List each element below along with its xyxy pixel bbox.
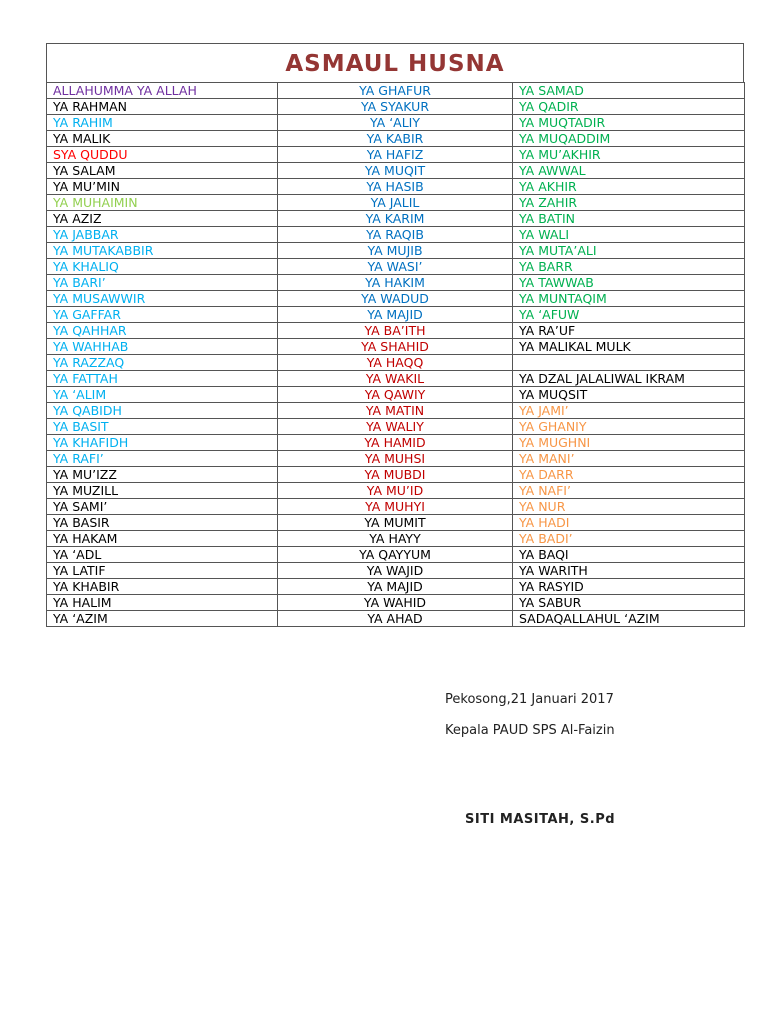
name-cell: YA FATTAH xyxy=(47,371,278,387)
table-row xyxy=(47,227,745,243)
table-row xyxy=(47,99,745,115)
name-cell: YA AHAD xyxy=(278,611,513,627)
signature-place-date: Pekosong,21 Januari 2017 xyxy=(445,692,614,707)
name-cell: YA MUZILL xyxy=(47,483,278,499)
page-title: ASMAUL HUSNA xyxy=(285,51,505,77)
name-cell: YA RA’UF xyxy=(513,323,745,339)
name-cell: YA SAMAD xyxy=(513,83,745,99)
name-cell: YA HALIM xyxy=(47,595,278,611)
name-cell: YA WADUD xyxy=(278,291,513,307)
name-cell: YA JALIL xyxy=(278,195,513,211)
names-table xyxy=(46,82,745,627)
table-row xyxy=(47,371,745,387)
name-cell: YA QAHHAR xyxy=(47,323,278,339)
table-row xyxy=(47,243,745,259)
table-row xyxy=(47,179,745,195)
table-row xyxy=(47,275,745,291)
name-cell: YA GHANIY xyxy=(513,419,745,435)
table-row xyxy=(47,451,745,467)
name-cell: YA WAHID xyxy=(278,595,513,611)
asmaul-husna-sheet xyxy=(46,43,744,627)
name-cell: YA MU’IZZ xyxy=(47,467,278,483)
name-cell: YA MU’MIN xyxy=(47,179,278,195)
name-cell: YA WAKIL xyxy=(278,371,513,387)
name-cell: YA RASYID xyxy=(513,579,745,595)
name-cell: YA RAZZAQ xyxy=(47,355,278,371)
name-cell: YA DZAL JALALIWAL IKRAM xyxy=(513,371,745,387)
name-cell: YA KABIR xyxy=(278,131,513,147)
title-cell xyxy=(46,43,744,82)
table-row xyxy=(47,211,745,227)
table-row xyxy=(47,147,745,163)
name-cell: YA DARR xyxy=(513,467,745,483)
name-cell: YA WARITH xyxy=(513,563,745,579)
name-cell: YA QAYYUM xyxy=(278,547,513,563)
name-cell: YA HASIB xyxy=(278,179,513,195)
name-cell: YA MANI’ xyxy=(513,451,745,467)
table-row xyxy=(47,131,745,147)
name-cell: YA NAFI’ xyxy=(513,483,745,499)
name-cell: YA MUHYI xyxy=(278,499,513,515)
table-row xyxy=(47,323,745,339)
name-cell: YA HAQQ xyxy=(278,355,513,371)
name-cell: YA ‘AZIM xyxy=(47,611,278,627)
table-row xyxy=(47,499,745,515)
name-cell: YA ‘AFUW xyxy=(513,307,745,323)
name-cell: YA WAHHAB xyxy=(47,339,278,355)
table-row xyxy=(47,419,745,435)
name-cell: YA KHABIR xyxy=(47,579,278,595)
name-cell: YA WALI xyxy=(513,227,745,243)
name-cell: YA HAMID xyxy=(278,435,513,451)
name-cell: YA MATIN xyxy=(278,403,513,419)
name-cell: YA KHALIQ xyxy=(47,259,278,275)
table-row xyxy=(47,339,745,355)
name-cell: YA MUQIT xyxy=(278,163,513,179)
name-cell: YA RAFI’ xyxy=(47,451,278,467)
name-cell: YA MAJID xyxy=(278,579,513,595)
name-cell: YA BASIR xyxy=(47,515,278,531)
name-cell: YA MUHSI xyxy=(278,451,513,467)
name-cell: YA QABIDH xyxy=(47,403,278,419)
table-row xyxy=(47,195,745,211)
name-cell: YA KARIM xyxy=(278,211,513,227)
name-cell: YA NUR xyxy=(513,499,745,515)
name-cell: YA MUMIT xyxy=(278,515,513,531)
name-cell: YA SYAKUR xyxy=(278,99,513,115)
name-cell: YA BA’ITH xyxy=(278,323,513,339)
table-row xyxy=(47,307,745,323)
name-cell: YA AZIZ xyxy=(47,211,278,227)
signature-role: Kepala PAUD SPS Al-Faizin xyxy=(445,723,615,738)
name-cell: YA HAKIM xyxy=(278,275,513,291)
name-cell: YA MUQADDIM xyxy=(513,131,745,147)
name-cell: YA BAQI xyxy=(513,547,745,563)
name-cell: YA BARR xyxy=(513,259,745,275)
name-cell: YA MUSAWWIR xyxy=(47,291,278,307)
table-row xyxy=(47,387,745,403)
table-row xyxy=(47,259,745,275)
name-cell: SADAQALLAHUL ‘AZIM xyxy=(513,611,745,627)
name-cell: YA BASIT xyxy=(47,419,278,435)
table-row xyxy=(47,531,745,547)
table-row xyxy=(47,435,745,451)
name-cell: YA ‘ALIY xyxy=(278,115,513,131)
name-cell: YA BATIN xyxy=(513,211,745,227)
name-cell: YA HAKAM xyxy=(47,531,278,547)
table-row xyxy=(47,115,745,131)
name-cell: YA MUQSIT xyxy=(513,387,745,403)
table-row xyxy=(47,355,745,371)
table-row xyxy=(47,547,745,563)
name-cell: YA JAMI’ xyxy=(513,403,745,419)
name-cell: YA MUQTADIR xyxy=(513,115,745,131)
name-cell: YA GAFFAR xyxy=(47,307,278,323)
name-cell: YA ZAHIR xyxy=(513,195,745,211)
name-cell: YA HAFIZ xyxy=(278,147,513,163)
name-cell xyxy=(513,355,745,371)
name-cell: YA QADIR xyxy=(513,99,745,115)
name-cell: YA QAWIY xyxy=(278,387,513,403)
table-row xyxy=(47,563,745,579)
name-cell: YA AKHIR xyxy=(513,179,745,195)
table-row xyxy=(47,163,745,179)
name-cell: YA MALIKAL MULK xyxy=(513,339,745,355)
name-cell: YA BARI’ xyxy=(47,275,278,291)
name-cell: YA MUTA’ALI xyxy=(513,243,745,259)
name-cell: YA MU’ID xyxy=(278,483,513,499)
name-cell: YA AWWAL xyxy=(513,163,745,179)
table-row xyxy=(47,579,745,595)
name-cell: YA MUBDI xyxy=(278,467,513,483)
name-cell: YA MAJID xyxy=(278,307,513,323)
table-row xyxy=(47,83,745,99)
name-cell: YA WAJID xyxy=(278,563,513,579)
name-cell: YA RAHMAN xyxy=(47,99,278,115)
name-cell: YA RAHIM xyxy=(47,115,278,131)
name-cell: YA WALIY xyxy=(278,419,513,435)
name-cell: YA MUJIB xyxy=(278,243,513,259)
name-cell: YA SABUR xyxy=(513,595,745,611)
table-row xyxy=(47,611,745,627)
name-cell: YA JABBAR xyxy=(47,227,278,243)
name-cell: YA TAWWAB xyxy=(513,275,745,291)
name-cell: YA HADI xyxy=(513,515,745,531)
table-row xyxy=(47,403,745,419)
name-cell: YA MUGHNI xyxy=(513,435,745,451)
name-cell: SYA QUDDU xyxy=(47,147,278,163)
name-cell: YA WASI’ xyxy=(278,259,513,275)
name-cell: YA SAMI’ xyxy=(47,499,278,515)
name-cell: YA MUNTAQIM xyxy=(513,291,745,307)
name-cell: YA MU’AKHIR xyxy=(513,147,745,163)
name-cell: YA RAQIB xyxy=(278,227,513,243)
name-cell: YA SHAHID xyxy=(278,339,513,355)
name-cell: YA ‘ALIM xyxy=(47,387,278,403)
names-table-body xyxy=(47,83,745,627)
table-row xyxy=(47,595,745,611)
name-cell: YA MUTAKABBIR xyxy=(47,243,278,259)
name-cell: YA GHAFUR xyxy=(278,83,513,99)
name-cell: YA ‘ADL xyxy=(47,547,278,563)
table-row xyxy=(47,483,745,499)
name-cell: YA BADI’ xyxy=(513,531,745,547)
name-cell: YA LATIF xyxy=(47,563,278,579)
table-row xyxy=(47,515,745,531)
name-cell: YA KHAFIDH xyxy=(47,435,278,451)
name-cell: YA SALAM xyxy=(47,163,278,179)
table-row xyxy=(47,467,745,483)
table-row xyxy=(47,291,745,307)
signature-name: SITI MASITAH, S.Pd xyxy=(465,812,616,827)
name-cell: ALLAHUMMA YA ALLAH xyxy=(47,83,278,99)
name-cell: YA MUHAIMIN xyxy=(47,195,278,211)
name-cell: YA HAYY xyxy=(278,531,513,547)
name-cell: YA MALIK xyxy=(47,131,278,147)
